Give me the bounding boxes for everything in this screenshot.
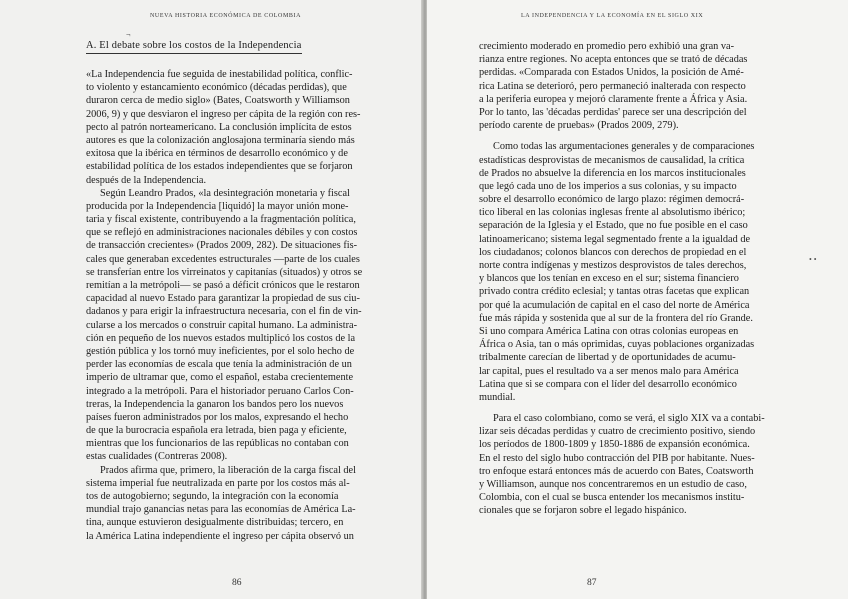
text-line: período carente de pruebas» (Prados 2009, 279). <box>479 120 679 132</box>
margin-mark: ¬ <box>126 30 131 39</box>
text-line: tina, aunque estuvieron desigualmente distribuidas; tercero, en <box>86 517 344 529</box>
text-line: mundial. <box>479 391 516 403</box>
text-line: integrado a la metrópoli. Para el historiador peruano Carlos Con- <box>86 385 354 397</box>
text-line: y Williamson, aunque nos concentraremos en un estudio de caso, <box>479 479 747 490</box>
text-line: Prados afirma que, primero, la liberación de la carga fiscal del <box>100 464 356 476</box>
text-line: perdidas. «Comparada con Estados Unidos, la posición de Amé- <box>479 67 744 79</box>
text-line: Si uno compara América Latina con otras colonias europeas en <box>479 325 739 337</box>
text-line: Latina que si se compara con el líder del desarrollo económico <box>479 378 737 390</box>
text-line: gestión pública y los tornó muy ineficientes, por el solo hecho de <box>86 345 355 357</box>
text-line: lar capital, pues el resultado va a ser menos malo para América <box>479 365 739 377</box>
section-title-rule <box>86 53 302 54</box>
text-line: estadísticas desprovistas de mecanismos de causalidad, la crítica <box>479 154 745 166</box>
text-line: sistema imperial fue neutralizada en parte por los costos más al- <box>86 477 350 489</box>
text-line: autores es que la colonización anglosajona terminaría siendo más <box>86 134 355 146</box>
text-line: países fueron administrados por los malos, expresando el hecho <box>86 411 349 423</box>
margin-mark: • • <box>809 255 817 264</box>
text-line: fue más rápida y sostenida que al sur de la frontera del río Grande. <box>479 312 753 324</box>
text-line: de Prados no absuelve la diferencia en los marcos institucionales <box>479 167 746 179</box>
text-line: cales que generaban excedentes estructurales —parte de los cuales <box>86 253 360 265</box>
text-line: y blancos que los tenían en exceso en el sur; sistema financiero <box>479 273 739 285</box>
text-line: estabilidad política de los estados independientes que se forjaron <box>86 161 353 173</box>
text-line: África o Asia, tan o más oprimidas, cuyas poblaciones organizadas <box>479 339 755 351</box>
text-line: rica Latina se deterioró, pero permaneció inalterada con respecto <box>479 80 746 92</box>
text-line: crecimiento moderado en promedio pero exhibió una gran va- <box>479 41 735 52</box>
paragraph-gap <box>479 132 799 140</box>
text-line: 2006, 9) y que desviaron el ingreso per cápita de la región con res- <box>86 108 361 120</box>
text-line: los ciudadanos; colonos blancos con derechos de propiedad en el <box>479 246 747 258</box>
text-line: por qué la acumulación de capital en el caso del norte de América <box>479 299 750 311</box>
text-line: exitosa que la ibérica en términos de desarrollo económico y de <box>86 148 348 160</box>
text-line: los períodos de 1800-1809 y 1850-1886 de expansión económica. <box>479 439 750 451</box>
text-line: Como todas las argumentaciones generales y de comparaciones <box>493 141 755 153</box>
text-line: la América Latina independiente el ingreso per cápita observó un <box>86 530 354 542</box>
section-title-text: A. El debate sobre los costos de la Independencia <box>86 40 302 51</box>
running-head: LA INDEPENDENCIA Y LA ECONOMÍA EN EL SIGLO XIX <box>521 13 704 19</box>
text-line: remitían a la metrópoli— se pasó a déficit crónicos que le restaron <box>86 280 360 291</box>
page-number: 86 <box>232 578 242 588</box>
text-line: de transacción crecientes» (Prados 2009, 282). De situaciones fis- <box>86 240 358 252</box>
text-line: sobre el desarrollo económico de largo plazo: régimen democrá- <box>479 194 745 206</box>
text-line: «La Independencia fue seguida de inestabilidad política, conflic- <box>86 69 353 80</box>
text-line: ción en pequeño de los nuevos estados multiplicó los costos de la <box>86 332 356 344</box>
text-line: taria y fiscal existente, contribuyendo a la fragmentación política, <box>86 214 356 226</box>
text-line: mientras que los funcionarios de las repúblicas no contaban con <box>86 438 349 450</box>
text-line: tico liberal en las colonias inglesas frente al absolutismo ibérico; <box>479 207 746 219</box>
text-line: a la periferia europea y mejoró claramente frente a África y Asia. <box>479 93 748 105</box>
body-text <box>479 40 799 518</box>
text-line: duraron cerca de medio siglo» (Bates, Coatsworth y Williamson <box>86 95 350 107</box>
text-line: En el resto del siglo hubo contracción del PIB por habitante. Nues- <box>479 452 755 464</box>
text-line: Por lo tanto, las 'décadas perdidas' parece ser una descripción del <box>479 106 747 118</box>
text-line: latinoamericano; sistema legal segmentado frente a la igualdad de <box>479 233 751 245</box>
text-line: que legó cada uno de los imperios a sus colonias, y su impacto <box>479 180 737 192</box>
text-line: de que la burocracia española era letrada, bien paga y eficiente, <box>86 425 347 437</box>
text-line: norte contra indígenas y mestizos desprovistos de tales derechos, <box>479 260 747 271</box>
text-line: privado contra crédito eclesial; y tantas otras facetas que explican <box>479 286 750 298</box>
text-line: cionales que se forjaron sobre el legado hispánico. <box>479 505 687 517</box>
text-line: separación de la Iglesia y el Estado, que no fue posible en el caso <box>479 220 748 232</box>
text-line: que se reflejó en administraciones nacionales débiles y con costos <box>86 227 358 239</box>
text-line: dadanos y para erigir la infraestructura necesaria, con el fin de vin- <box>86 306 362 318</box>
text-line: se transferían entre los virreinatos y capitanías (situados) y otros se <box>86 266 363 278</box>
text-line: treras, la Independencia la ganaron los bandos pero los nuevos <box>86 398 344 410</box>
text-line: perder las economías de escala que tenía la administración de un <box>86 359 352 371</box>
body-text <box>86 68 396 543</box>
text-line: Colombia, con el cual se busca entender los mecanismos institu- <box>479 492 745 504</box>
running-head: NUEVA HISTORIA ECONÓMICA DE COLOMBIA <box>150 13 302 19</box>
text-line: tro enfoque estará entonces más de acuerdo con Bates, Coatsworth <box>479 465 754 477</box>
text-line: producida por la Independencia [liquidó] la mayor unión mone- <box>86 200 349 212</box>
text-line: cularse a los mercados o construir capital humano. La administra- <box>86 319 358 331</box>
right-page <box>427 0 848 599</box>
text-line: mundial trajo ganancias netas para las economías de América La- <box>86 504 356 516</box>
text-line: después de la Independencia. <box>86 174 207 186</box>
text-line: imperio de ultramar que, como el español, estaba crecientemente <box>86 372 354 384</box>
text-line: capacidad al nuevo Estado para garantizar la propiedad de sus ciu- <box>86 293 360 305</box>
paragraph-gap <box>479 404 799 412</box>
text-line: to violento y estancamiento económico (décadas perdidas), que <box>86 82 347 94</box>
text-line: pecto al patrón norteamericano. La conclusión implícita de estos <box>86 121 352 133</box>
page-number: 87 <box>587 578 597 588</box>
text-line: estas cualidades (Contreras 2008). <box>86 451 228 463</box>
text-line: Según Leandro Prados, «la desintegración monetaria y fiscal <box>100 187 350 199</box>
section-title <box>86 40 302 51</box>
text-line: tos de autogobierno; segundo, la integración con la economía <box>86 491 339 502</box>
text-line: Para el caso colombiano, como se verá, el siglo XIX va a contabi- <box>493 413 765 425</box>
text-line: rianza entre regiones. No acepta entonces que se trató de décadas <box>479 54 748 66</box>
text-line: lizar seis décadas perdidas y cuatro de crecimiento positivo, siendo <box>479 426 756 438</box>
text-line: tribalmente carecían de libertad y de oportunidades de acumu- <box>479 352 736 364</box>
